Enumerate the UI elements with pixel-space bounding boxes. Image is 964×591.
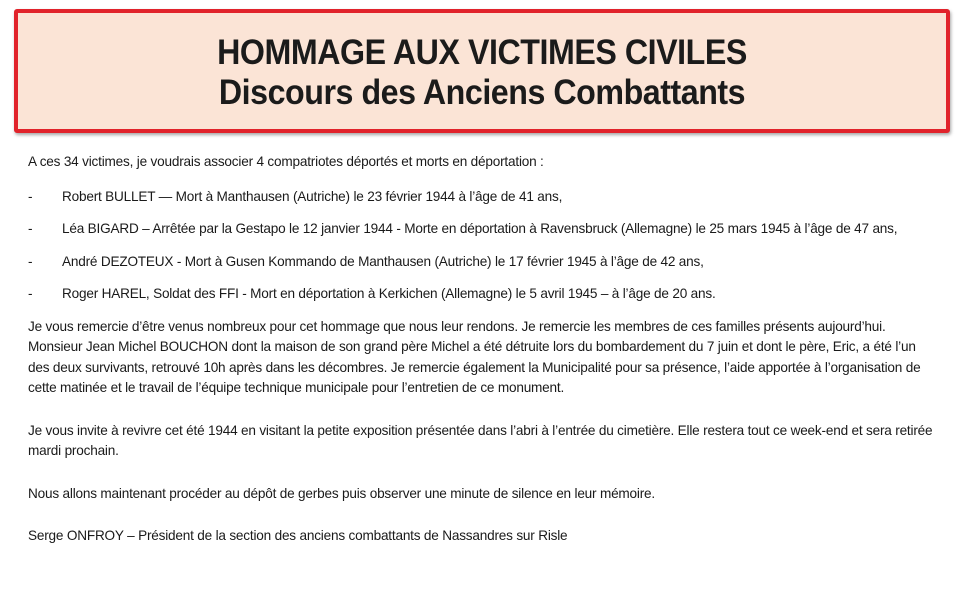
signature: Serge ONFROY – Président de la section des anciens combattants de Nassandres sur Risle xyxy=(28,528,568,543)
list-item xyxy=(28,284,940,305)
list-item xyxy=(28,187,940,208)
list-dash: - xyxy=(28,221,33,236)
list-item-text: Roger HAREL, Soldat des FFI - Mort en déportation à Kerkichen (Allemagne) le 5 avril 1945 – à l’âge de 20 ans. xyxy=(62,286,716,301)
list-item-text: André DEZOTEUX - Mort à Gusen Kommando de Manthausen (Autriche) le 17 février 1945 à l’âge de 42 ans, xyxy=(62,253,704,269)
title-banner xyxy=(14,9,950,133)
title-line-2: Discours des Anciens Combattants xyxy=(218,73,746,112)
list-item-text: Léa BIGARD – Arrêtée par la Gestapo le 12 janvier 1944 - Morte en déportation à Ravensbruck (Allemagne) le 25 mars 1945 à l’âge de 47 ans, xyxy=(62,221,898,236)
list-dash: - xyxy=(28,253,33,269)
list-item-text: Robert BULLET — Mort à Manthausen (Autriche) le 23 février 1944 à l’âge de 41 ans, xyxy=(62,188,563,204)
list-dash: - xyxy=(28,286,33,301)
list-item xyxy=(28,219,940,240)
list-item xyxy=(28,252,940,273)
speech-body xyxy=(28,152,940,547)
victims-list xyxy=(28,187,940,305)
list-dash: - xyxy=(28,188,33,204)
intro-text: A ces 34 victimes, je voudrais associer 4 compatriotes déportés et morts en déportation : xyxy=(28,154,544,169)
exhibition-paragraph: Je vous invite à revivre cet été 1944 en visitant la petite exposition présentée dans l’abri à l’entrée du cimetière. Elle restera tout ce week-end et sera retirée mardi prochain. xyxy=(28,422,933,458)
title-line-1: HOMMAGE AUX VICTIMES CIVILES xyxy=(217,33,747,72)
thanks-paragraph: Je vous remercie d’être venus nombreux pour cet hommage que nous leur rendons. Je remercie les membres de ces familles présents aujourd’hui. Monsieur Jean Michel BOUCHON dont la maison de son grand père Michel a été détruite lors du bombardement du 7 juin et dont le père, Eric, a été l’un des deux survivants, retrouvé 10h après dans les décombres. Je remercie également la Municipalité pour sa présence, l’aide apportée à l’organisation de cette matinée et le travail de l’équipe technique municipale pour l’entretien de ce monument. xyxy=(28,318,921,395)
ceremony-paragraph: Nous allons maintenant procéder au dépôt de gerbes puis observer une minute de silence en leur mémoire. xyxy=(28,485,655,501)
